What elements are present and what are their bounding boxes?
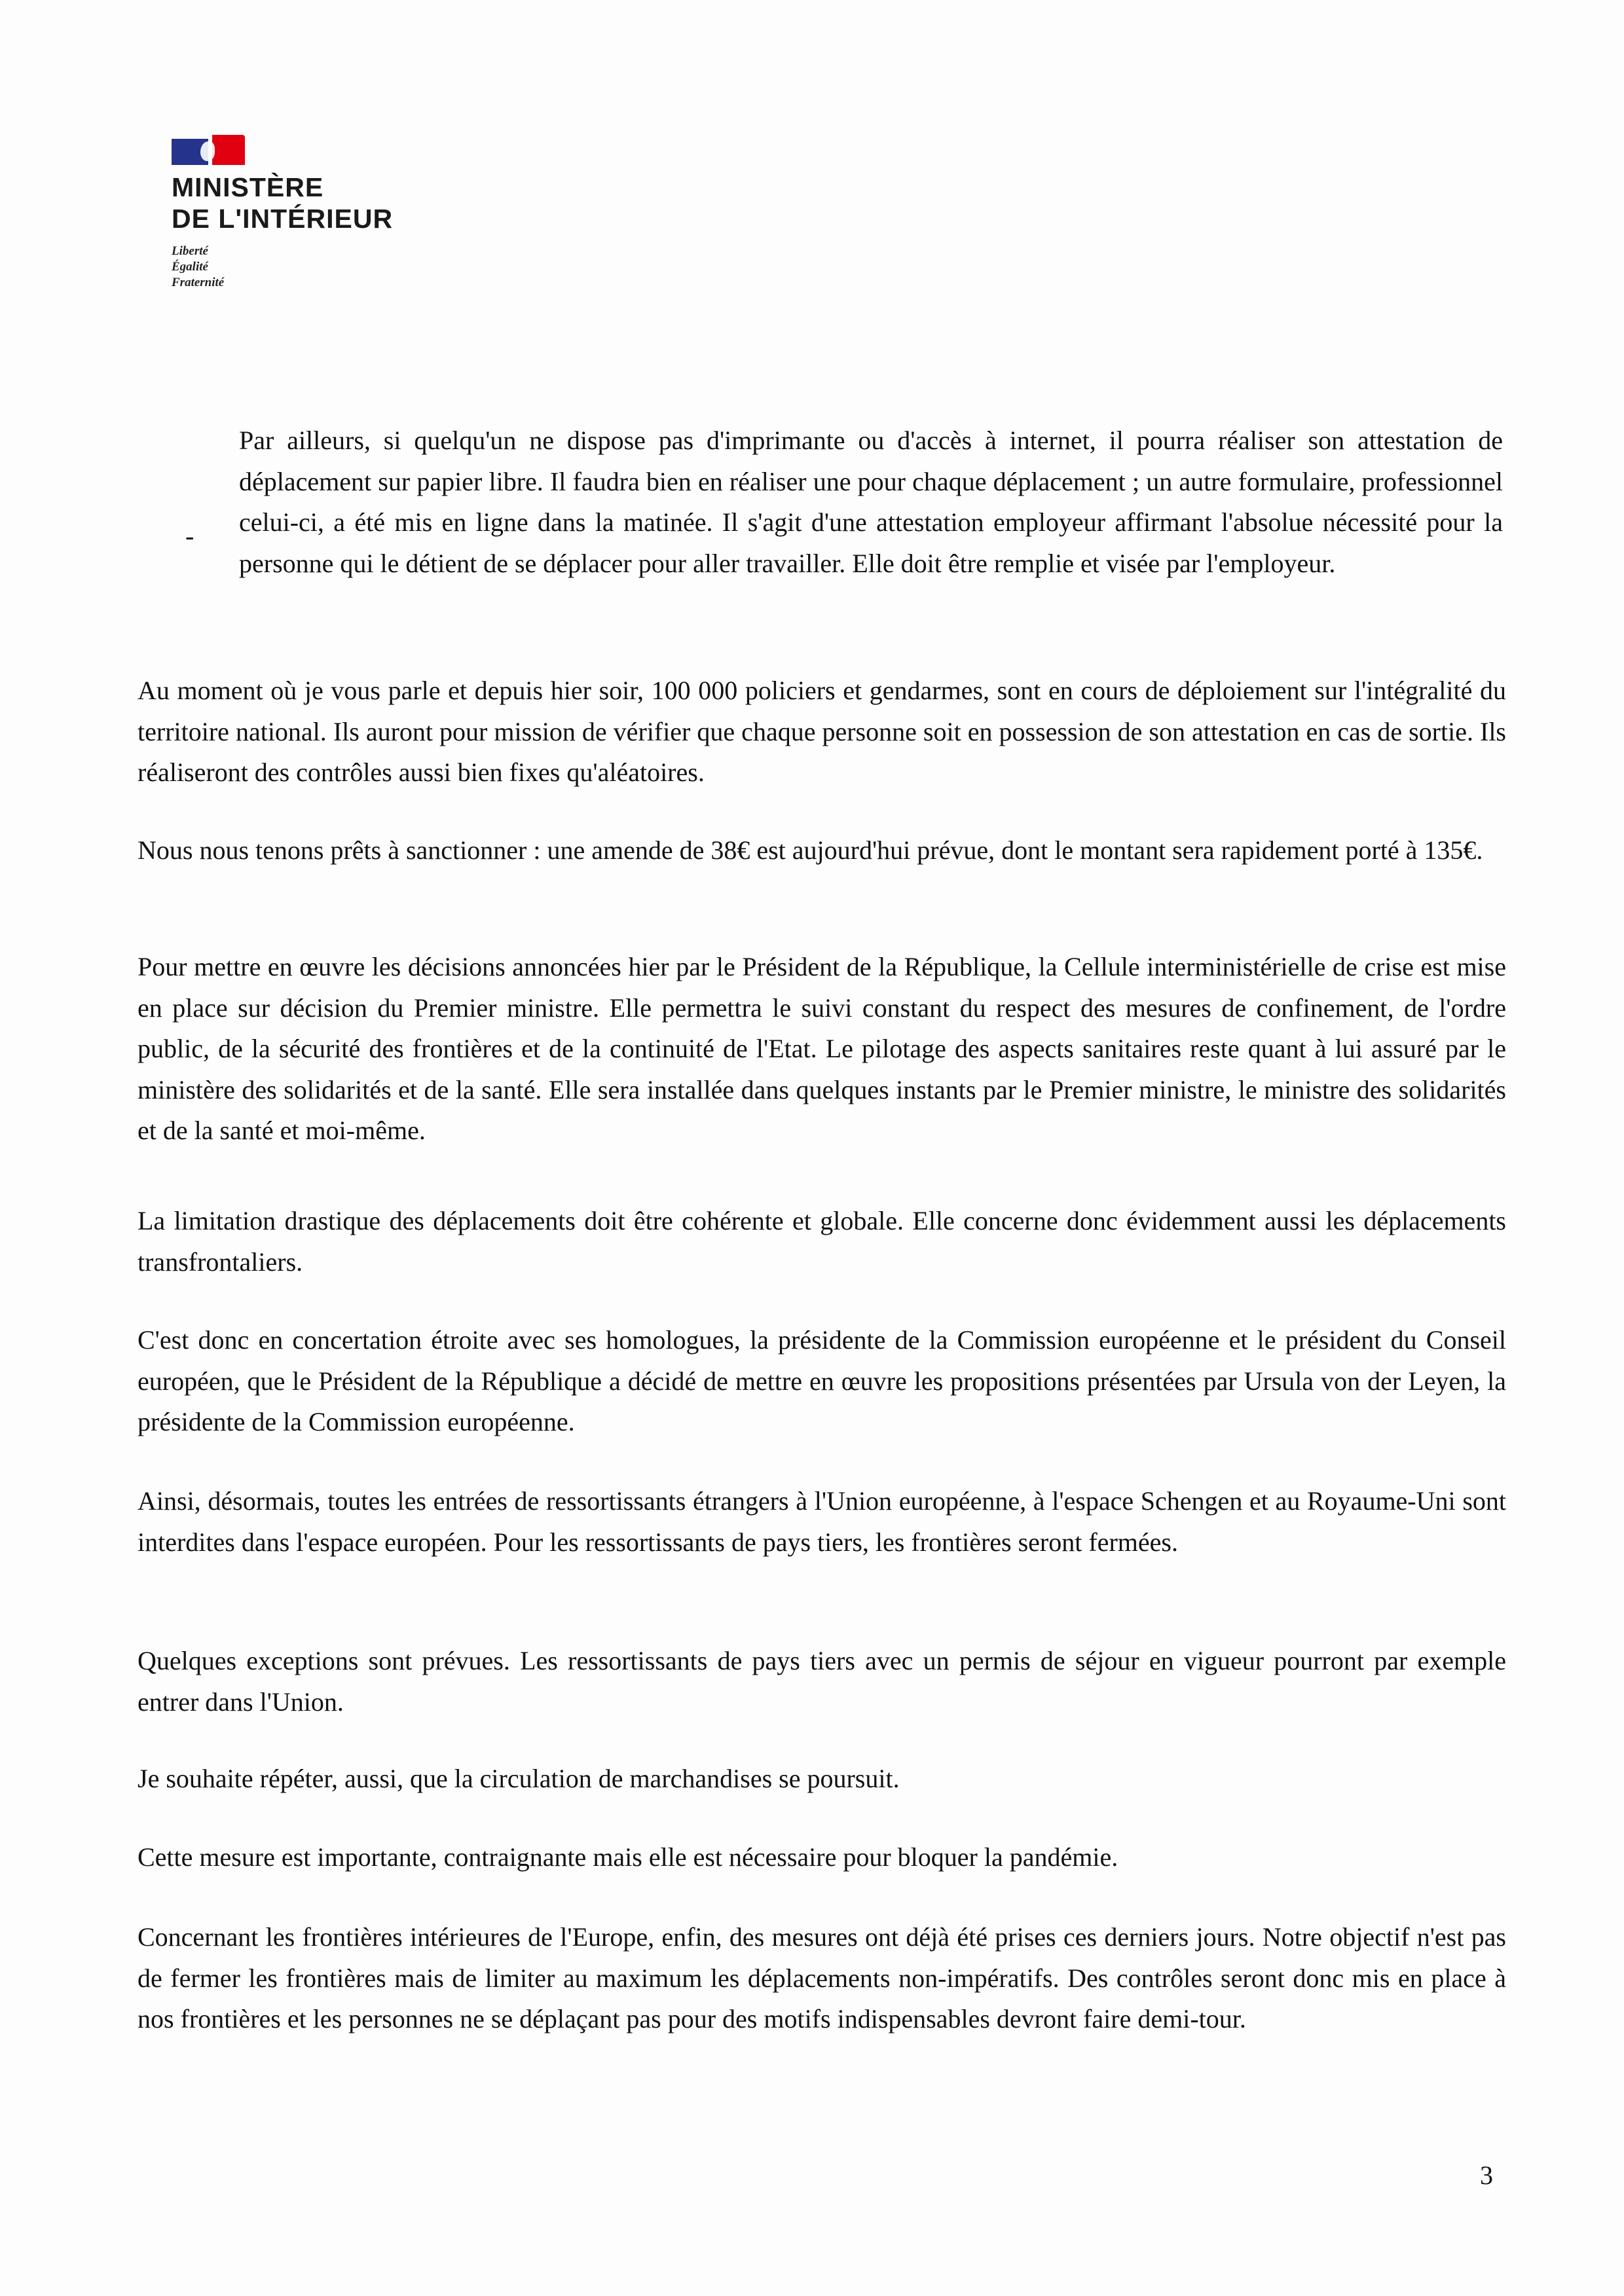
ministry-name xyxy=(172,172,447,234)
paragraph-10: Cette mesure est importante, contraignante mais elle est nécessaire pour bloquer la pandémie. xyxy=(138,1842,1118,1872)
paragraph-7: Ainsi, désormais, toutes les entrées de ressortissants étrangers à l'Union européenne, à l'espace Schengen et au Royaume-Uni sont interdites dans l'espace européen. Pour les ressortissants de pays tiers, les frontières seront fermées. xyxy=(138,1486,1506,1557)
ministry-logo xyxy=(172,135,447,291)
paragraph-1: Par ailleurs, si quelqu'un ne dispose pas d'imprimante ou d'accès à internet, il pourra réaliser son attestation de déplacement sur papier libre. Il faudra bien en réaliser une pour chaque déplacement ; un autre formulaire, professionnel celui-ci, a été mis en ligne dans la matinée. Il s'agit d'une attestation employeur affirmant l'absolue nécessité pour la personne qui le détient de se déplacer pour aller travailler. Elle doit être remplie et visée par l'employeur. xyxy=(239,426,1503,578)
paragraph-4: Pour mettre en œuvre les décisions annoncées hier par le Président de la République, la Cellule interministérielle de crise est mise en place sur décision du Premier ministre. Elle permettra le suivi constant du respect des mesures de confinement, de l'ordre public, de la sécurité des frontières et de la continuité de l'Etat. Le pilotage des aspects sanitaires reste quant à lui assuré par le ministère des solidarités et de la santé. Elle sera installée dans quelques instants par le Premier ministre, le ministre des solidarités et de la santé et moi-même. xyxy=(138,952,1506,1145)
motto-fraternite: Fraternité xyxy=(172,276,225,289)
page-number: 3 xyxy=(1480,2160,1493,2190)
motto-egalite: Égalité xyxy=(172,260,208,274)
paragraph-9: Je souhaite répéter, aussi, que la circulation de marchandises se poursuit. xyxy=(138,1764,900,1793)
paragraph-2: Au moment où je vous parle et depuis hier soir, 100 000 policiers et gendarmes, sont en cours de déploiement sur l'intégralité du territoire national. Ils auront pour mission de vérifier que chaque personne soit en possession de son attestation en cas de sortie. Ils réaliseront des contrôles aussi bien fixes qu'aléatoires. xyxy=(138,676,1506,787)
motto-liberte: Liberté xyxy=(172,244,208,258)
list-marker: - xyxy=(185,521,194,551)
paragraph-8: Quelques exceptions sont prévues. Les ressortissants de pays tiers avec un permis de séjour en vigueur pourront par exemple entrer dans l'Union. xyxy=(138,1646,1506,1717)
republic-motto xyxy=(172,244,447,291)
paragraph-11: Concernant les frontières intérieures de l'Europe, enfin, des mesures ont déjà été prises ces derniers jours. Notre objectif n'est pas de fermer les frontières mais de limiter au maximum les déplacements non-impératifs. Des contrôles seront donc mis en place à nos frontières et les personnes ne se déplaçant pas pour des motifs indispensables devront faire demi-tour. xyxy=(138,1922,1506,2033)
paragraph-6: C'est donc en concertation étroite avec ses homologues, la présidente de la Commission européenne et le président du Conseil européen, que le Président de la République a décidé de mettre en œuvre les propositions présentées par Ursula von der Leyen, la présidente de la Commission européenne. xyxy=(138,1325,1506,1436)
paragraph-3: Nous nous tenons prêts à sanctionner : une amende de 38€ est aujourd'hui prévue, dont le montant sera rapidement porté à 135€. xyxy=(138,835,1483,865)
marianne-flag-icon xyxy=(172,135,245,165)
ministry-name-line1: MINISTÈRE xyxy=(172,172,324,202)
ministry-name-line2: DE L'INTÉRIEUR xyxy=(172,204,394,234)
paragraph-5: La limitation drastique des déplacements doit être cohérente et globale. Elle concerne donc évidemment aussi les déplacements transfrontaliers. xyxy=(138,1206,1506,1277)
